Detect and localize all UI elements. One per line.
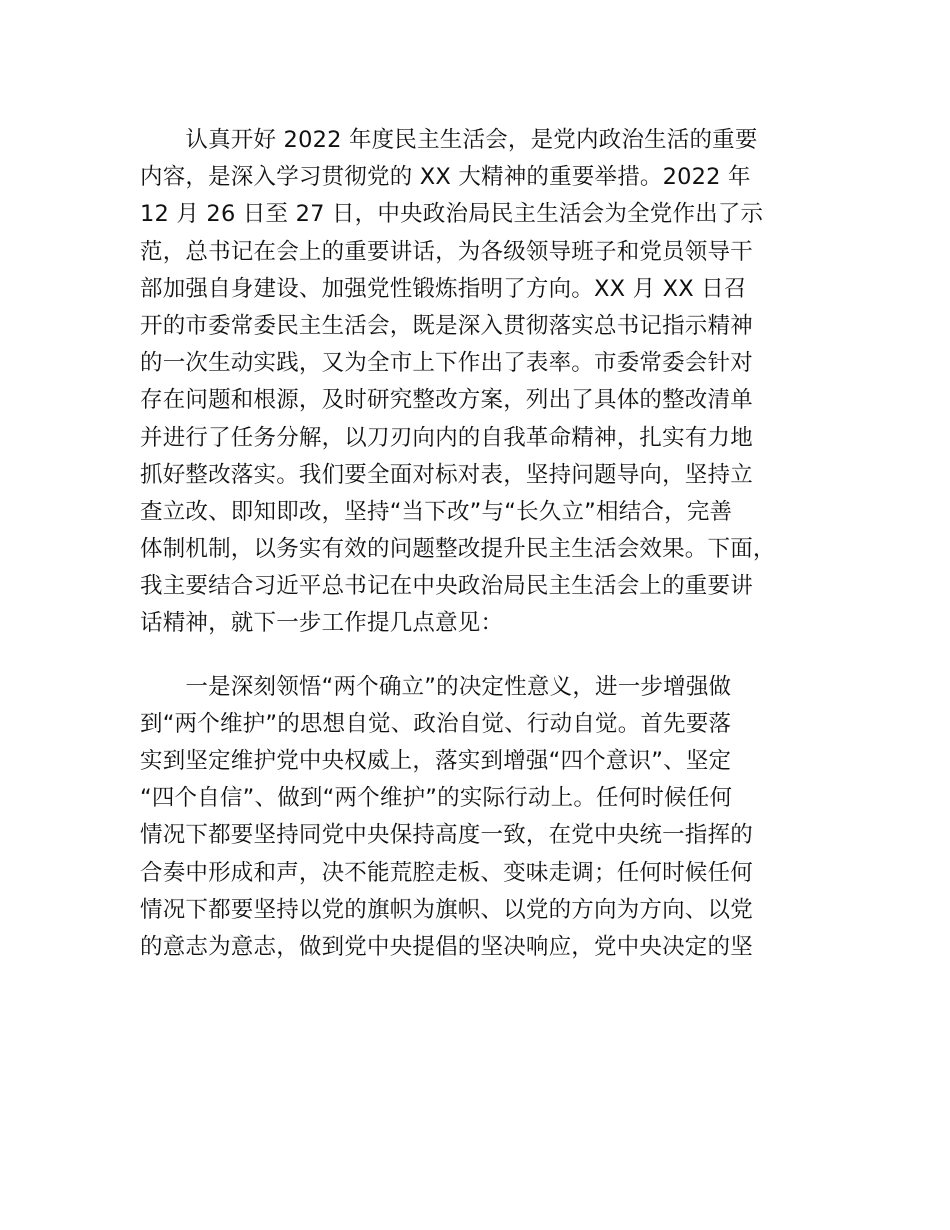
text-line: 合奏中形成和声，决不能荒腔走板、变味走调；任何时候任何	[140, 859, 753, 886]
text-line: 的一次生动实践，又为全市上下作出了表率。市委常委会针对	[140, 350, 753, 377]
text-line: 到“两个维护”的思想自觉、政治自觉、行动自觉。首先要落	[140, 710, 732, 737]
text-line: 情况下都要坚持以党的旗帜为旗帜、以党的方向为方向、以党	[140, 896, 753, 923]
text-line: 情况下都要坚持同党中央保持高度一致，在党中央统一指挥的	[140, 822, 753, 849]
document-body	[140, 122, 840, 966]
paragraph-1	[140, 122, 840, 643]
text-line: 一是深刻领悟“两个确立”的决定性意义，进一步增强做	[140, 673, 732, 700]
text-line: 12 月 26 日至 27 日，中央政治局民主生活会为全党作出了示	[140, 201, 764, 228]
text-line: 话精神，就下一步工作提几点意见：	[140, 610, 504, 637]
text-line: 并进行了任务分解，以刀刃向内的自我革命精神，扎实有力地	[140, 424, 753, 451]
text-line: 实到坚定维护党中央权威上，落实到增强“四个意识”、坚定	[140, 748, 732, 774]
text-line: 内容，是深入学习贯彻党的 XX 大精神的重要举措。2022 年	[140, 164, 751, 191]
text-line: 我主要结合习近平总书记在中央政治局民主生活会上的重要讲	[140, 573, 753, 600]
text-line: 认真开好 2022 年度民主生活会，是党内政治生活的重要	[140, 127, 758, 153]
text-line: 的意志为意志，做到党中央提倡的坚决响应，党中央决定的坚	[140, 933, 753, 960]
text-line: 体制机制，以务实有效的问题整改提升民主生活会效果。下面，	[140, 536, 776, 563]
text-line: 范，总书记在会上的重要讲话，为各级领导班子和党员领导干	[140, 238, 753, 265]
text-line: 存在问题和根源，及时研究整改方案，列出了具体的整改清单	[140, 387, 753, 414]
text-line: 抓好整改落实。我们要全面对标对表，坚持问题导向，坚持立	[140, 461, 753, 488]
text-line: 开的市委常委民主生活会，既是深入贯彻落实总书记指示精神	[140, 312, 753, 339]
text-line: “四个自信”、做到“两个维护”的实际行动上。任何时候任何	[140, 785, 733, 812]
text-line: 查立改、即知即改，坚持“当下改”与“长久立”相结合，完善	[140, 498, 733, 525]
paragraph-2	[140, 669, 840, 967]
text-line: 部加强自身建设、加强党性锻炼指明了方向。XX 月 XX 日召	[140, 275, 747, 302]
